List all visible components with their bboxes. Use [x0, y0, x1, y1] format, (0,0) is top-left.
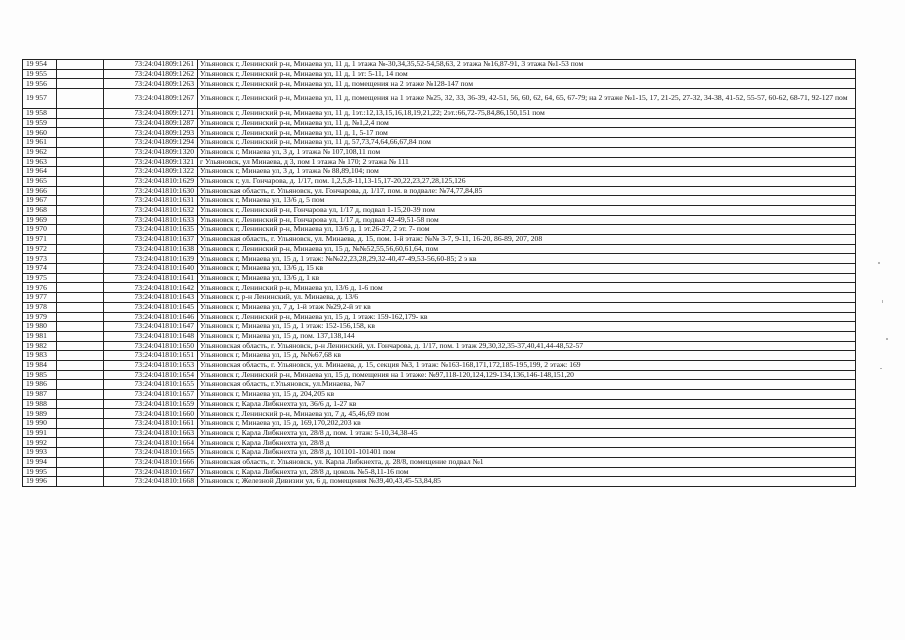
- table-row: [23, 157, 856, 167]
- row-number-cell: 19 976: [23, 283, 57, 293]
- address-cell: Ульяновск г, Минаева ул, 7 д, 1-й этаж №29,2-й эт кв: [198, 302, 856, 312]
- spacer-cell: [57, 215, 104, 225]
- spacer-cell: [57, 312, 104, 322]
- table-row: [23, 283, 856, 293]
- row-number-cell: 19 958: [23, 109, 57, 119]
- cadastral-number-cell: 73:24:041810:1631: [104, 196, 198, 206]
- address-cell: Ульяновск г, Ленинский р-н, Минаева ул, 11 д, 57,73,74,64,66,67,84 пом: [198, 138, 856, 148]
- row-number-cell: 19 969: [23, 215, 57, 225]
- address-cell: Ульяновск г, Карла Либкнехта ул, 28/8 д, цоколь №5-8,11-16 пом: [198, 467, 856, 477]
- table-row: [23, 390, 856, 400]
- row-number-cell: 19 984: [23, 360, 57, 370]
- address-cell: Ульяновская область, г. Ульяновск, ул. Карла Либкнехта, д. 28/8, помещение подвал №1: [198, 457, 856, 467]
- address-cell: Ульяновск г, Ленинский р-н, Минаева ул, 11 д, помещения на 2 этаже №128-147 пом: [198, 79, 856, 89]
- row-number-cell: 19 978: [23, 302, 57, 312]
- table-row: [23, 419, 856, 429]
- address-cell: Ульяновск г, Ленинский р-н, Минаева ул, 13/6 д, 1-6 пом: [198, 283, 856, 293]
- table-row: [23, 215, 856, 225]
- address-cell: г Ульяновск, ул Минаева, д 3, пом 1 этажа № 170; 2 этажа № 111: [198, 157, 856, 167]
- table-row: [23, 128, 856, 138]
- cadastral-number-cell: 73:24:041810:1667: [104, 467, 198, 477]
- cadastral-number-cell: 73:24:041810:1668: [104, 477, 198, 487]
- spacer-cell: [57, 419, 104, 429]
- spacer-cell: [57, 167, 104, 177]
- table-row: [23, 370, 856, 380]
- row-number-cell: 19 989: [23, 409, 57, 419]
- cadastral-number-cell: 73:24:041810:1629: [104, 176, 198, 186]
- spacer-cell: [57, 438, 104, 448]
- table-row: [23, 186, 856, 196]
- cadastral-number-cell: 73:24:041809:1322: [104, 167, 198, 177]
- spacer-cell: [57, 147, 104, 157]
- table-row: [23, 293, 856, 303]
- table-row: [23, 380, 856, 390]
- address-cell: Ульяновская область, г. Ульяновск, ул. Минаева, д. 15, пом. 1-й этаж: №№ 3-7, 9-11, 16-20, 86-89, 207, 208: [198, 235, 856, 245]
- address-cell: Ульяновск г, Ленинский р-н, Минаева ул, 15 д, помещения на 1 этаже: №97,118-120,124,129-134,136,146-148,151,20: [198, 370, 856, 380]
- registry-table: [22, 59, 856, 487]
- cadastral-number-cell: 73:24:041810:1660: [104, 409, 198, 419]
- spacer-cell: [57, 176, 104, 186]
- spacer-cell: [57, 196, 104, 206]
- table-row: [23, 331, 856, 341]
- address-cell: Ульяновская область, г.Ульяновск, ул.Минаева, №7: [198, 380, 856, 390]
- table-row: [23, 118, 856, 128]
- cadastral-number-cell: 73:24:041809:1267: [104, 89, 198, 109]
- row-number-cell: 19 983: [23, 351, 57, 361]
- table-row: [23, 138, 856, 148]
- row-number-cell: 19 973: [23, 254, 57, 264]
- cadastral-number-cell: 73:24:041810:1666: [104, 457, 198, 467]
- address-cell: Ульяновск г, Минаева ул, 13/6 д, 1 кв: [198, 273, 856, 283]
- cadastral-number-cell: 73:24:041810:1647: [104, 322, 198, 332]
- table-row: [23, 69, 856, 79]
- table-row: [23, 147, 856, 157]
- row-number-cell: 19 961: [23, 138, 57, 148]
- address-cell: Ульяновск г, Карла Либкнехта ул, 28/8 д, пом. 1 этаж: 5-10,34,38-45: [198, 428, 856, 438]
- spacer-cell: [57, 254, 104, 264]
- cadastral-number-cell: 73:24:041810:1642: [104, 283, 198, 293]
- address-cell: Ульяновск г, Ленинский р-н, Минаева ул, 15 д, №№52,55,56,60,61,64, пом: [198, 244, 856, 254]
- cadastral-number-cell: 73:24:041809:1287: [104, 118, 198, 128]
- address-cell: Ульяновск г, р-н Ленинский, ул. Минаева, д. 13/6: [198, 293, 856, 303]
- spacer-cell: [57, 109, 104, 119]
- table-row: [23, 428, 856, 438]
- cadastral-number-cell: 73:24:041810:1645: [104, 302, 198, 312]
- table-row: [23, 109, 856, 119]
- cadastral-number-cell: 73:24:041810:1643: [104, 293, 198, 303]
- spacer-cell: [57, 205, 104, 215]
- table-row: [23, 409, 856, 419]
- address-cell: Ульяновск г, Железной Дивизии ул, 6 д, помещения №39,40,43,45-53,84,85: [198, 477, 856, 487]
- spacer-cell: [57, 477, 104, 487]
- row-number-cell: 19 954: [23, 60, 57, 70]
- cadastral-number-cell: 73:24:041809:1321: [104, 157, 198, 167]
- spacer-cell: [57, 293, 104, 303]
- table-row: [23, 205, 856, 215]
- spacer-cell: [57, 390, 104, 400]
- address-cell: Ульяновск г, Ленинский р-н, Минаева ул, 11 д, 1эт.:12,13,15,16,18,19,21,22; 2эт.:66,72-75,84,86,150,151 пом: [198, 109, 856, 119]
- address-cell: Ульяновск г, Ленинский р-н, Минаева ул, 11 д, помещения на 1 этаже №25, 32, 33, 36-39, 42-51, 56, 60, 62, 64, 65, 67-79; на 2 этаже №1-15, 17, 21-25, 27-32, 34-38, 41-52, 55-57, 60-62, 68-71, 92-127 пом: [198, 89, 856, 109]
- spacer-cell: [57, 331, 104, 341]
- cadastral-number-cell: 73:24:041810:1655: [104, 380, 198, 390]
- address-cell: Ульяновская область, г. Ульяновск, р-н Ленинский, ул. Гончарова, д. 1/17, пом. 1 этаж 29,30,32,35-37,40,41,44-48,52-57: [198, 341, 856, 351]
- row-number-cell: 19 995: [23, 467, 57, 477]
- row-number-cell: 19 957: [23, 89, 57, 109]
- table-row: [23, 254, 856, 264]
- cadastral-number-cell: 73:24:041810:1653: [104, 360, 198, 370]
- address-cell: Ульяновск г, Минаева ул, 13/6 д, 15 кв: [198, 264, 856, 274]
- address-cell: Ульяновск г, Карла Либкнехта ул, 28/8 д, 101101-101401 пом: [198, 448, 856, 458]
- table-row: [23, 477, 856, 487]
- spacer-cell: [57, 273, 104, 283]
- spacer-cell: [57, 370, 104, 380]
- spacer-cell: [57, 235, 104, 245]
- row-number-cell: 19 956: [23, 79, 57, 89]
- spacer-cell: [57, 283, 104, 293]
- row-number-cell: 19 970: [23, 225, 57, 235]
- address-cell: Ульяновск г, Ленинский р-н, Минаева ул, 11 д, №1,2,4 пом: [198, 118, 856, 128]
- table-row: [23, 273, 856, 283]
- address-cell: Ульяновская область, г. Ульяновск, ул. Гончарова, д. 1/17, пом. в подвале: №74,77,84,85: [198, 186, 856, 196]
- row-number-cell: 19 987: [23, 390, 57, 400]
- row-number-cell: 19 985: [23, 370, 57, 380]
- row-number-cell: 19 992: [23, 438, 57, 448]
- row-number-cell: 19 988: [23, 399, 57, 409]
- spacer-cell: [57, 118, 104, 128]
- address-cell: Ульяновск г, Ленинский р-н, Минаева ул, 15 д, 1 этаж: 159-162,179- кв: [198, 312, 856, 322]
- scan-speck: [882, 300, 883, 303]
- row-number-cell: 19 975: [23, 273, 57, 283]
- table-row: [23, 399, 856, 409]
- address-cell: Ульяновск г, Ленинский р-н, Гончарова ул, 1/17 д, подвал 1-15,20-39 пом: [198, 205, 856, 215]
- spacer-cell: [57, 60, 104, 70]
- table-row: [23, 312, 856, 322]
- table-row: [23, 438, 856, 448]
- cadastral-number-cell: 73:24:041810:1659: [104, 399, 198, 409]
- spacer-cell: [57, 264, 104, 274]
- spacer-cell: [57, 457, 104, 467]
- cadastral-number-cell: 73:24:041810:1640: [104, 264, 198, 274]
- spacer-cell: [57, 467, 104, 477]
- address-cell: Ульяновск г, Минаева ул, 15 д, пом. 137,138,144: [198, 331, 856, 341]
- spacer-cell: [57, 448, 104, 458]
- table-row: [23, 322, 856, 332]
- cadastral-number-cell: 73:24:041810:1661: [104, 419, 198, 429]
- spacer-cell: [57, 399, 104, 409]
- spacer-cell: [57, 69, 104, 79]
- cadastral-number-cell: 73:24:041810:1641: [104, 273, 198, 283]
- row-number-cell: 19 982: [23, 341, 57, 351]
- scan-speck: [886, 338, 888, 340]
- cadastral-number-cell: 73:24:041809:1261: [104, 60, 198, 70]
- row-number-cell: 19 965: [23, 176, 57, 186]
- row-number-cell: 19 960: [23, 128, 57, 138]
- row-number-cell: 19 963: [23, 157, 57, 167]
- scan-speck: [878, 262, 880, 264]
- cadastral-number-cell: 73:24:041809:1293: [104, 128, 198, 138]
- cadastral-number-cell: 73:24:041810:1664: [104, 438, 198, 448]
- spacer-cell: [57, 360, 104, 370]
- address-cell: Ульяновск г, Минаева ул, 15 д, 204,205 кв: [198, 390, 856, 400]
- address-cell: Ульяновск г, Минаева ул, 15 д, 169,170,202,203 кв: [198, 419, 856, 429]
- cadastral-number-cell: 73:24:041810:1654: [104, 370, 198, 380]
- cadastral-number-cell: 73:24:041810:1646: [104, 312, 198, 322]
- spacer-cell: [57, 138, 104, 148]
- cadastral-number-cell: 73:24:041810:1651: [104, 351, 198, 361]
- cadastral-number-cell: 73:24:041810:1635: [104, 225, 198, 235]
- spacer-cell: [57, 322, 104, 332]
- address-cell: Ульяновск г, Ленинский р-н, Минаева ул, 13/6 д, 1 эт.26-27, 2 эт. 7- пом: [198, 225, 856, 235]
- address-cell: Ульяновск г, Минаева ул, 13/6 д, 5 пом: [198, 196, 856, 206]
- cadastral-number-cell: 73:24:041810:1639: [104, 254, 198, 264]
- table-row: [23, 244, 856, 254]
- spacer-cell: [57, 351, 104, 361]
- cadastral-number-cell: 73:24:041810:1648: [104, 331, 198, 341]
- address-cell: Ульяновск г, Минаева ул, 3 д, 1 этажа № 107,108,11 пом: [198, 147, 856, 157]
- table-row: [23, 79, 856, 89]
- table-row: [23, 196, 856, 206]
- table-row: [23, 302, 856, 312]
- address-cell: Ульяновск г, ул. Гончарова, д. 1/17, пом. 1,2,5,8-11,13-15,17-20,22,23,27,28,125,126: [198, 176, 856, 186]
- spacer-cell: [57, 409, 104, 419]
- table-row: [23, 264, 856, 274]
- address-cell: Ульяновск г, Минаева ул, 15 д, 1 этаж: 152-156,158, кв: [198, 322, 856, 332]
- cadastral-number-cell: 73:24:041810:1657: [104, 390, 198, 400]
- spacer-cell: [57, 244, 104, 254]
- row-number-cell: 19 994: [23, 457, 57, 467]
- row-number-cell: 19 996: [23, 477, 57, 487]
- address-cell: Ульяновск г, Ленинский р-н, Минаева ул, 11 д, 1 эт: 5-11, 14 пом: [198, 69, 856, 79]
- address-cell: Ульяновск г, Ленинский р-н, Минаева ул, 7 д, 45,46,69 пом: [198, 409, 856, 419]
- cadastral-number-cell: 73:24:041810:1637: [104, 235, 198, 245]
- row-number-cell: 19 967: [23, 196, 57, 206]
- row-number-cell: 19 981: [23, 331, 57, 341]
- row-number-cell: 19 980: [23, 322, 57, 332]
- cadastral-number-cell: 73:24:041810:1632: [104, 205, 198, 215]
- cadastral-number-cell: 73:24:041810:1630: [104, 186, 198, 196]
- row-number-cell: 19 955: [23, 69, 57, 79]
- address-cell: Ульяновск г, Карла Либкнехта ул, 36/6 д, 1-27 кв: [198, 399, 856, 409]
- row-number-cell: 19 962: [23, 147, 57, 157]
- row-number-cell: 19 990: [23, 419, 57, 429]
- address-cell: Ульяновск г, Минаева ул, 15 д, 1 этаж: №№22,23,28,29,32-40,47-49,53-56,60-85; 2 э кв: [198, 254, 856, 264]
- row-number-cell: 19 979: [23, 312, 57, 322]
- spacer-cell: [57, 225, 104, 235]
- cadastral-number-cell: 73:24:041810:1633: [104, 215, 198, 225]
- cadastral-number-cell: 73:24:041810:1663: [104, 428, 198, 438]
- row-number-cell: 19 993: [23, 448, 57, 458]
- table-row: [23, 448, 856, 458]
- address-cell: Ульяновск г, Ленинский р-н, Минаева ул, 11 д, 1, 5-17 пом: [198, 128, 856, 138]
- cadastral-number-cell: 73:24:041810:1638: [104, 244, 198, 254]
- table-row: [23, 176, 856, 186]
- table-row: [23, 360, 856, 370]
- cadastral-number-cell: 73:24:041809:1294: [104, 138, 198, 148]
- cadastral-number-cell: 73:24:041809:1263: [104, 79, 198, 89]
- table-row: [23, 457, 856, 467]
- spacer-cell: [57, 79, 104, 89]
- address-cell: Ульяновск г, Минаева ул, 15 д, №№67,68 кв: [198, 351, 856, 361]
- row-number-cell: 19 972: [23, 244, 57, 254]
- cadastral-number-cell: 73:24:041809:1262: [104, 69, 198, 79]
- row-number-cell: 19 964: [23, 167, 57, 177]
- spacer-cell: [57, 128, 104, 138]
- address-cell: Ульяновск г, Минаева ул, 3 д, 1 этажа № 88,89,104; пом: [198, 167, 856, 177]
- spacer-cell: [57, 380, 104, 390]
- table-row: [23, 60, 856, 70]
- row-number-cell: 19 959: [23, 118, 57, 128]
- table-row: [23, 89, 856, 109]
- cadastral-number-cell: 73:24:041810:1650: [104, 341, 198, 351]
- row-number-cell: 19 986: [23, 380, 57, 390]
- scan-speck: [880, 368, 882, 369]
- row-number-cell: 19 991: [23, 428, 57, 438]
- table-row: [23, 225, 856, 235]
- spacer-cell: [57, 157, 104, 167]
- spacer-cell: [57, 428, 104, 438]
- spacer-cell: [57, 89, 104, 109]
- address-cell: Ульяновск г, Карла Либкнехта ул, 28/8 д: [198, 438, 856, 448]
- table-row: [23, 235, 856, 245]
- table-row: [23, 167, 856, 177]
- cadastral-number-cell: 73:24:041809:1271: [104, 109, 198, 119]
- spacer-cell: [57, 341, 104, 351]
- address-cell: Ульяновск г, Ленинский р-н, Гончарова ул, 1/17 д, подвал 42-49,51-58 пом: [198, 215, 856, 225]
- table-row: [23, 341, 856, 351]
- spacer-cell: [57, 302, 104, 312]
- row-number-cell: 19 977: [23, 293, 57, 303]
- row-number-cell: 19 968: [23, 205, 57, 215]
- spacer-cell: [57, 186, 104, 196]
- row-number-cell: 19 971: [23, 235, 57, 245]
- row-number-cell: 19 966: [23, 186, 57, 196]
- address-cell: Ульяновск г, Ленинский р-н, Минаева ул, 11 д, 1 этажа №-30,34,35,52-54,58,63, 2 этажа №16,87-91, 3 этажа №1-53 пом: [198, 60, 856, 70]
- cadastral-number-cell: 73:24:041809:1320: [104, 147, 198, 157]
- address-cell: Ульяновская область, г. Ульяновск, ул. Минаева, д. 15, секция №3, 1 этаж: №163-168,171,172,185-195,199, 2 этаж: 169: [198, 360, 856, 370]
- table-row: [23, 351, 856, 361]
- table-row: [23, 467, 856, 477]
- cadastral-number-cell: 73:24:041810:1665: [104, 448, 198, 458]
- row-number-cell: 19 974: [23, 264, 57, 274]
